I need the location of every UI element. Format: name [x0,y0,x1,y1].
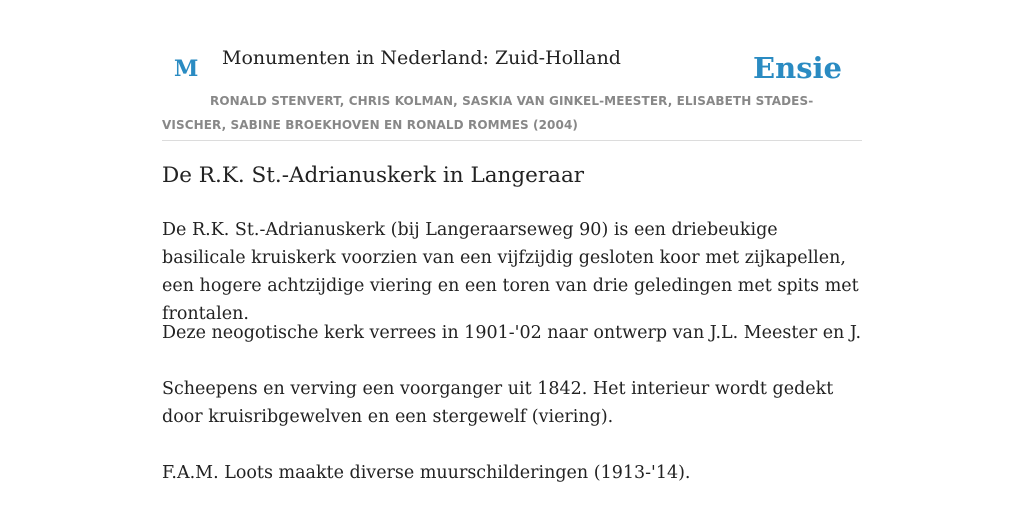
book-title-link[interactable]: Monumenten in Nederland: Zuid-Holland [222,47,621,69]
article-title: De R.K. St.-Adrianuskerk in Langeraar [162,163,585,188]
paragraph-2: Deze neogotische kerk verrees in 1901-'02 naar ontwerp van J.L. Meester en J. [162,323,862,343]
paragraph-1: De R.K. St.-Adrianuskerk (bij Langeraarseweg 90) is een driebeukige basilicale kruiskerk voorzien van een vijfzijdig gesloten koor met zijkapellen, een hogere achtzijdige viering en een toren van drie geledingen met spits met frontalen. [162,220,859,324]
authors-line: RONALD STENVERT, CHRIS KOLMAN, SASKIA VAN GINKEL-MEESTER, ELISABETH STADES-VISCHER, SABINE BROEKHOVEN EN RONALD ROMMES (2004) [162,94,814,132]
book-logo[interactable]: M [174,56,199,82]
header [162,40,862,141]
paragraph-3: Scheepens en verving een voorganger uit 1842. Het interieur wordt gedekt door kruisribgewelven en een stergewelf (viering). [162,379,834,427]
ensie-logo-link[interactable]: Ensie [753,51,842,85]
paragraph-4: F.A.M. Loots maakte diverse muurschilderingen (1913-'14). [162,463,691,483]
